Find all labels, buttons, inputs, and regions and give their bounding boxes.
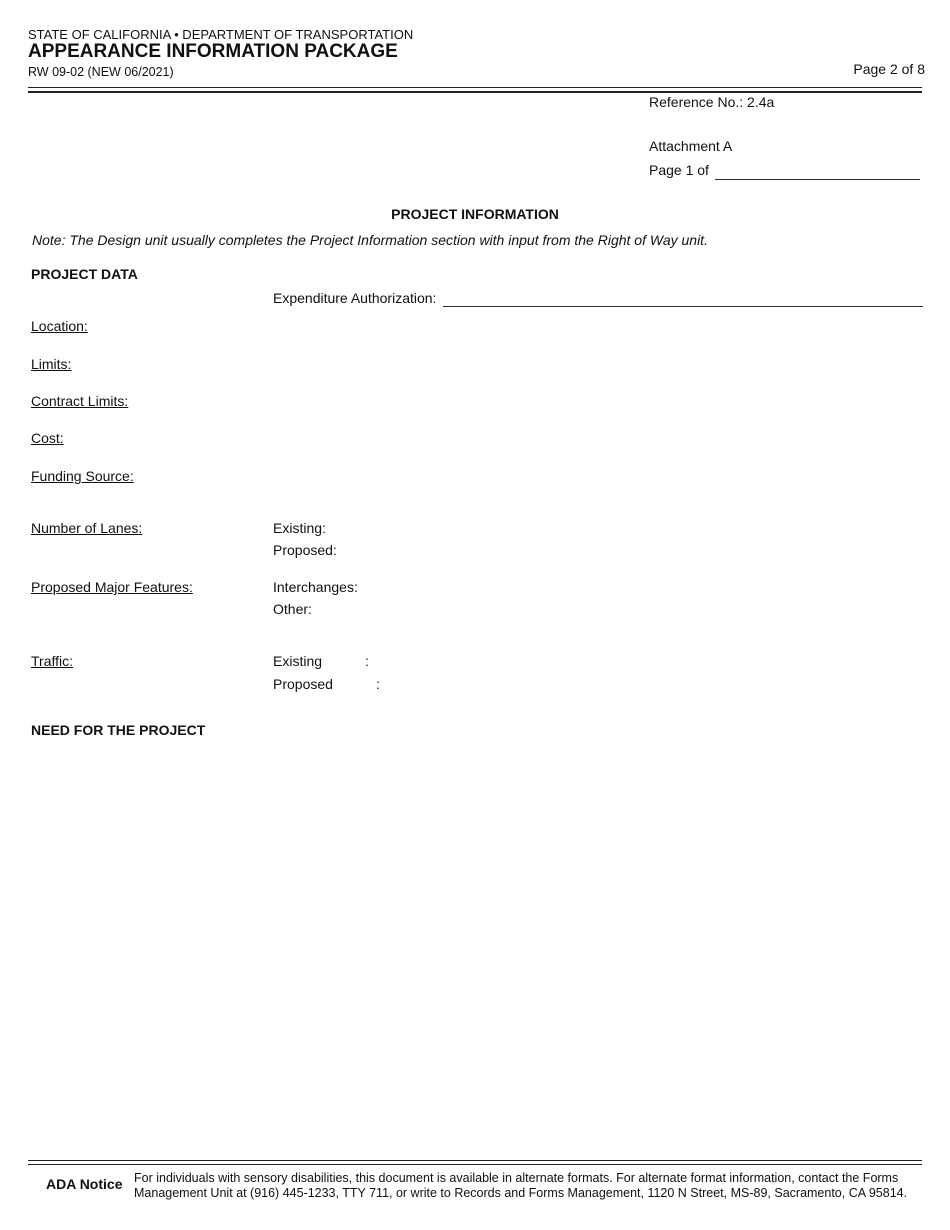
need-for-project-heading: NEED FOR THE PROJECT [31, 722, 206, 738]
header-rule-thick [28, 91, 922, 93]
traffic-proposed-colon: : [376, 676, 380, 692]
traffic-existing-colon: : [365, 653, 369, 669]
form-title: APPEARANCE INFORMATION PACKAGE [28, 41, 398, 62]
lanes-existing-label: Existing: [273, 520, 326, 536]
number-of-lanes-label: Number of Lanes: [31, 520, 143, 536]
limits-label: Limits: [31, 356, 72, 372]
project-data-heading: PROJECT DATA [31, 266, 138, 282]
page-number: Page 2 of 8 [853, 61, 925, 77]
form-number: RW 09-02 (NEW 06/2021) [28, 65, 174, 79]
section-note: Note: The Design unit usually completes the Project Information section with input from the Right of Way unit. [32, 232, 708, 248]
proposed-major-features-label: Proposed Major Features: [31, 579, 193, 595]
reference-number: Reference No.: 2.4a [649, 94, 775, 110]
expenditure-authorization-field[interactable] [443, 306, 923, 307]
ada-notice-text: For individuals with sensory disabilities, this document is available in alternate formats. For alternate format information, contact the Forms Management Unit at (916) 445-1233, TTY 711, or write to Records and Forms Management, 1120 N Street, MS-89, Sacramento, CA 95814. [134, 1171, 908, 1200]
funding-source-label: Funding Source: [31, 468, 134, 484]
page-of-label: Page 1 of [649, 162, 709, 178]
page-of-field[interactable] [715, 179, 920, 180]
interchanges-label: Interchanges: [273, 579, 358, 595]
lanes-proposed-label: Proposed: [273, 542, 337, 558]
other-label: Other: [273, 601, 312, 617]
ada-notice-label: ADA Notice [46, 1176, 123, 1192]
footer-rule-second [28, 1164, 922, 1165]
agency-line: STATE OF CALIFORNIA • DEPARTMENT OF TRANSPORTATION [28, 27, 414, 42]
traffic-label: Traffic: [31, 653, 74, 669]
header-rule [28, 87, 922, 88]
section-title: PROJECT INFORMATION [391, 206, 559, 222]
traffic-proposed-label: Proposed [273, 676, 333, 692]
footer-rule [28, 1160, 922, 1161]
cost-label: Cost: [31, 430, 64, 446]
location-label: Location: [31, 318, 88, 334]
contract-limits-label: Contract Limits: [31, 393, 129, 409]
attachment-label: Attachment A [649, 138, 733, 154]
traffic-existing-label: Existing [273, 653, 323, 669]
expenditure-authorization-label: Expenditure Authorization: [273, 290, 437, 306]
